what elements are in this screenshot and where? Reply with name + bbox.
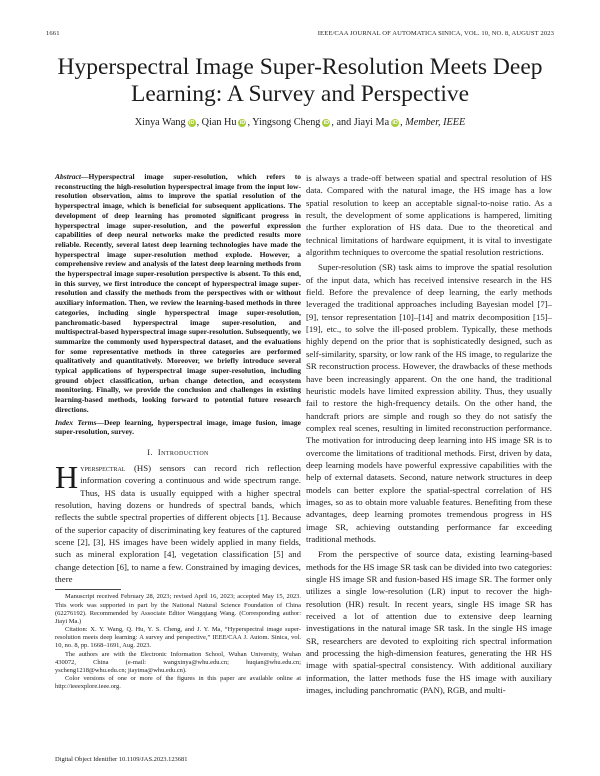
body-paragraph: is always a trade-off between spatial and spectral resolution of HS data. Compared with the natural image, the HS image has a low spatial resolution to keep an acceptable signal-to-noise ratio. As a result, the development of some applications is hampered, limiting the further exploration of HS data. Due to the theoretical and technical limitations of hardware equipment, it is vital to investigate algorithm techniques to overcome the spatial resolution restrictions. — [306, 173, 552, 258]
left-column — [55, 172, 301, 691]
orcid-icon[interactable]: iD — [239, 120, 246, 126]
body-paragraph: Super-resolution (SR) task aims to improve the spatial resolution of the input data, which has received intensive research in the HS field. Before the prevalence of deep learning, the early methods leveraged the traditional approaches including Bayesian model [7]–[9], tensor representation [10]–[14] and matrix decomposition [15]–[19], etc., to solve the ill-posed problem. Typically, these methods highly depend on the prior that is sophisticatedly designed, such as self-similarity, sparsity, or low rank of the HS image, to regularize the SR reconstruction process. However, the drawbacks of these methods have been increasingly apparent. On the one hand, the traditional heuristic models have limited expression ability. Thus, they usually fail to restore the high-frequency details. On the other hand, the handcraft priors are simple and rough so they do not satisfy the complex real scenes, resulting in limited reconstruction performance. The motivation for introducing deep learning into HS image SR is to overcome the limitations of traditional methods. First, driven by data, deep learning models have powerful expressive capabilities with the help of external datasets. Second, nature network structures in deep models can better explore the spatial-spectral correlation of HS images, so as to obtain more valuable features. Benefiting from these advantages, deep learning promotes tremendous progress in HS image SR, achieving outstanding performance far exceeding traditional methods. — [306, 262, 552, 544]
abstract — [55, 172, 301, 415]
section-title: Introduction — [157, 447, 209, 457]
author-list: Xinya Wang iD , Qian Hu iD , Yingsong Cheng iD , and Jiayi Ma iD , Member, IEEE — [134, 117, 466, 128]
intro-text: (HS) sensors can record rich reflection information covering a continuous and wide spectrum range. Thus, HS data is usually equipped with a higher spectral resolution, having dozens or hundreds of spectral bands, which reflects the subtle spectral properties of different objects [1]. Because of the superior capacity of discriminating key features of the captured scene [2], [3], HS images have been widely applied in many fields, such as mineral exploration [4], vegetation classification [5] and change detection [6], to name a few. Constrained by imaging devices, there — [55, 462, 301, 585]
orcid-icon[interactable]: iD — [323, 120, 330, 126]
doi-line[interactable]: Digital Object Identifier 10.1109/JAS.2023.123681 — [55, 756, 188, 763]
footnote-color-versions: Color versions of one or more of the figures in this paper are available online at http://ieeexplore.ieee.org. — [55, 674, 301, 691]
section-number: I. — [147, 447, 153, 457]
abstract-text: Hyperspectral image super-resolution, which refers to reconstructing the high-resolution hyperspectral image from the input low-resolution observation, aims to improve the spatial resolution of the hyperspectral image, which is beneficial for subsequent applications. The development of deep learning has promoted significant progress in hyperspectral image super-resolution, and the powerful expression capabilities of deep neural networks make the predicted results more reliable. Recently, several latest deep learning technologies have made the hyperspectral image super-resolution method explode. However, a comprehensive review and analysis of the latest deep learning methods from the hyperspectral image super-resolution perspective is absent. To this end, in this survey, we first introduce the concept of hyperspectral image super-resolution and classify the methods from the perspectives with or without auxiliary information. Then, we review the learning-based methods in three categories, including single hyperspectral image super-resolution, panchromatic-based hyperspectral image super-resolution, and multispectral-based hyperspectral image super-resolution. Subsequently, we summarize the commonly used hyperspectral dataset, and the evaluations for some representative methods in three categories are performed qualitatively and quantitatively. Moreover, we briefly introduce several typical applications of hyperspectral image super-resolution, including ground object classification, urban change detection, and ecosystem monitoring. Finally, we provide the conclusion and challenges in existing learning-based methods, looking forward to potential future research directions. — [55, 172, 301, 414]
lead-word: yperspectral — [80, 462, 126, 473]
author-role: Member, IEEE — [405, 117, 466, 128]
running-header — [0, 30, 600, 42]
journal-name: IEEE/CAA JOURNAL OF AUTOMATICA SINICA, VOL. 10, NO. 8, AUGUST 2023 — [317, 30, 554, 37]
author-name: and Jiayi Ma — [336, 117, 390, 128]
footnote-received: Manuscript received February 28, 2023; revised April 16, 2023; accepted May 15, 2023. This work was supported in part by the National Natural Science Foundation of China (62276192). Recommended by Associate Editor Wangqiang Wang. (Corresponding author: Jiayi Ma.) — [55, 593, 301, 625]
footnote-rule — [55, 589, 121, 590]
index-terms-label: Index Terms— — [55, 417, 104, 427]
author-name: Yingsong Cheng — [252, 117, 321, 128]
page-number: 1661 — [46, 30, 60, 37]
orcid-icon[interactable]: iD — [188, 120, 195, 126]
body-paragraph: From the perspective of source data, existing learning-based methods for the HS image SR task can be divided into two categories: single HS image SR and fusion-based HS image SR. The former only utilizes a single low-resolution (LR) input to recover the high-resolution (HR) result. In recent years, single HS image SR has received a lot of attention due to extensive deep learning investigations in the natural image SR task. In the single HS image SR, researchers are devoted to exploiting rich spectral information and processing the high-dimension features, generating the HR HS image with spatial-spectral consistency. With additional auxiliary information, the latter methods fuse the HS image with auxiliary images, including panchromatic (PAN), RGB, and multi- — [306, 549, 552, 696]
abstract-label: Abstract— — [55, 172, 89, 181]
author-name: Xinya Wang — [134, 117, 186, 128]
footnote-affiliation: The authors are with the Electronic Information School, Wuhan University, Wuhan 430072, China (e-mail: wangxinya@whu.edu.cn; huqian@whu.edu.cn; yscheng1218@whu.edu.cn; jiayima@whu.edu.cn). — [55, 650, 301, 674]
section-heading — [55, 448, 301, 457]
footnote-citation: Citation: X. Y. Wang, Q. Hu, Y. S. Cheng, and J. Y. Ma, “Hyperspectral image super-resolution meets deep learning: A survey and perspective,” IEEE/CAA J. Autom. Sinica, vol. 10, no. 8, pp. 1668–1691, Aug. 2023. — [55, 626, 301, 650]
index-terms — [55, 418, 301, 437]
footnotes — [55, 593, 301, 691]
right-column — [306, 172, 552, 696]
author-name: Qian Hu — [201, 117, 237, 128]
orcid-icon[interactable]: iD — [392, 120, 398, 126]
index-terms-text: Deep learning, hyperspectral image, image fusion, image super-resolution, survey. — [55, 417, 301, 437]
paper-title: Hyperspectral Image Super-Resolution Meets Deep Learning: A Survey and Perspective — [57, 54, 543, 107]
intro-paragraph — [55, 458, 301, 585]
drop-cap: H — [55, 458, 79, 495]
